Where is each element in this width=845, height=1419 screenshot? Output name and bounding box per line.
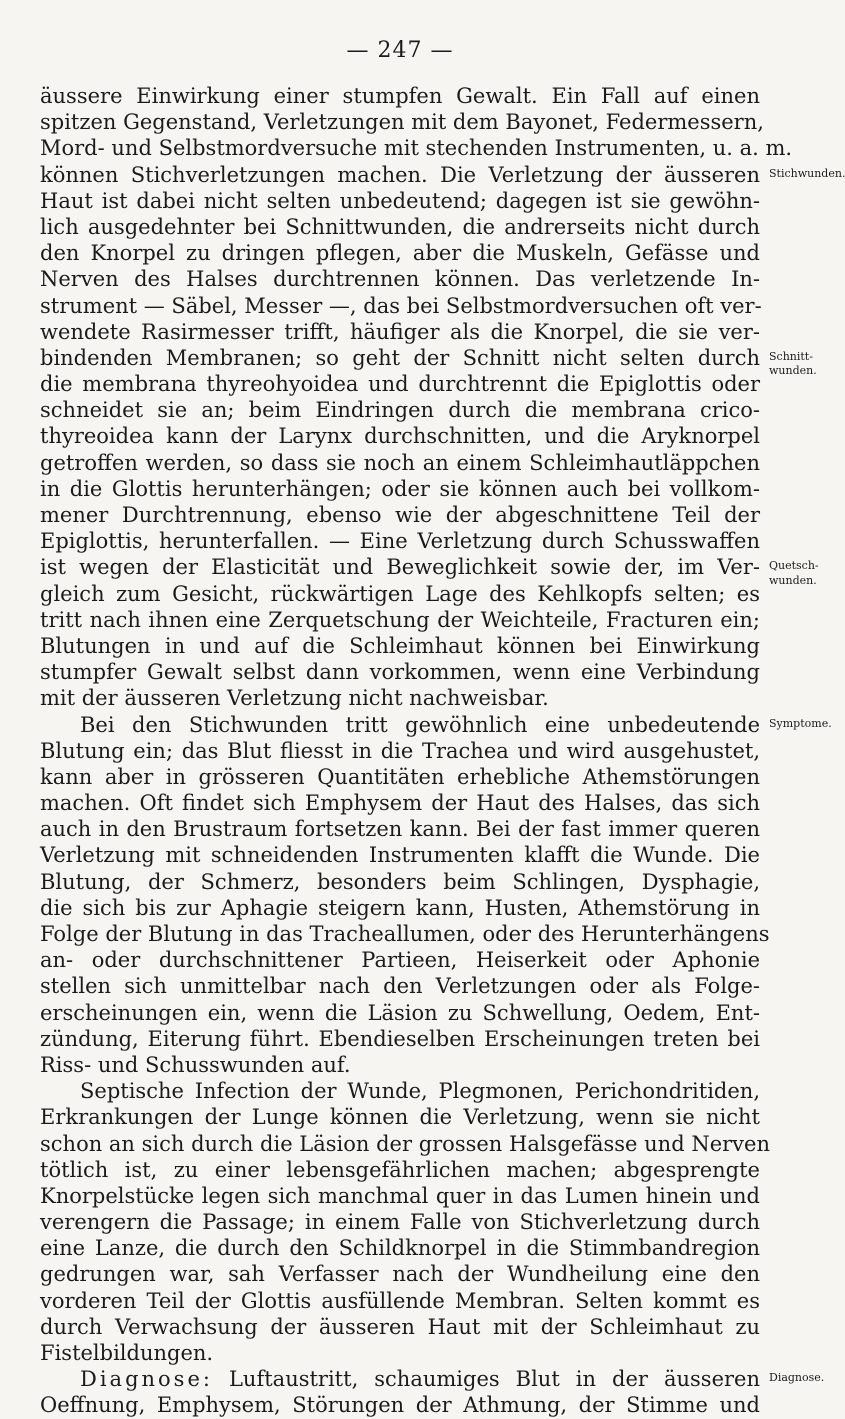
- text-line: machen. Oft findet sich Emphysem der Haut des Halses, das sich: [40, 791, 760, 816]
- text-line: mener Durchtrennung, ebenso wie der abgeschnittene Teil der: [40, 503, 760, 527]
- text-line: Knorpelstücke legen sich manchmal quer in das Lumen hinein und: [40, 1183, 760, 1208]
- page-number: — 247 —: [346, 38, 454, 63]
- text-line: Verletzung mit schneidenden Instrumenten klafft die Wunde. Die: [40, 843, 760, 868]
- text-line: Blutung, der Schmerz, besonders beim Schlingen, Dysphagie,: [40, 869, 760, 894]
- text-line: Bei den Stichwunden tritt gewöhnlich eine unbedeutende: [80, 712, 760, 737]
- text-line: gleich zum Gesicht, rückwärtigen Lage des Kehlkopfs selten; es: [40, 581, 760, 606]
- text-line: äussere Einwirkung einer stumpfen Gewalt. Ein Fall auf einen: [40, 84, 760, 108]
- text-line: Fistelbildungen.: [40, 1341, 214, 1365]
- text-line: vorderen Teil der Glottis ausfüllende Membran. Selten kommt es: [40, 1288, 760, 1313]
- text-line: verengern die Passage; in einem Falle von Stichverletzung durch: [40, 1210, 760, 1235]
- text-line: den Knorpel zu dringen pflegen, aber die Muskeln, Gefässe und: [40, 241, 760, 266]
- text-line-with-note: [40, 712, 832, 738]
- text-line: eine Lanze, die durch den Schildknorpel in die Stimmbandregion: [40, 1236, 760, 1261]
- text-line: Septische Infection der Wunde, Plegmonen, Perichondritiden,: [80, 1079, 760, 1104]
- margin-note-stichwunden: Stichwunden.: [769, 166, 845, 180]
- diagnose-label: Diagnose:: [80, 1367, 213, 1392]
- body-text: [40, 83, 845, 1419]
- text-line: Epiglottis, herunterfallen. — Eine Verletzung durch Schusswaffen: [40, 529, 760, 554]
- text-line: Blutungen in und auf die Schleimhaut können bei Einwirkung: [40, 633, 760, 658]
- text-line: in die Glottis herunterhängen; oder sie können auch bei vollkom-: [40, 476, 760, 501]
- text-line: ist wegen der Elasticität und Beweglichkeit sowie der, im Ver-: [40, 555, 760, 580]
- text-line-with-note: [40, 345, 813, 371]
- text-line: schon an sich durch die Läsion der grossen Halsgefässe und Nerven: [40, 1131, 770, 1156]
- margin-note-schnitt: Schnitt-: [769, 349, 813, 363]
- margin-note-symptome: Symptome.: [769, 716, 832, 730]
- text-line: durch Verwachsung der äusseren Haut mit der Schleimhaut zu: [40, 1314, 760, 1339]
- text-line: erscheinungen ein, wenn die Läsion zu Schwellung, Oedem, Ent-: [40, 1000, 760, 1025]
- text-line-with-note: [40, 162, 845, 188]
- text-line: mit der äusseren Verletzung nicht nachweisbar.: [40, 686, 549, 711]
- text-line: gedrungen war, sah Verfasser nach der Wundheilung eine den: [40, 1262, 760, 1287]
- margin-note-quetsch: Quetsch-: [769, 559, 819, 573]
- text-line: thyreoidea kann der Larynx durchschnitten, und die Aryknorpel: [40, 424, 760, 449]
- text-line: getroffen werden, so dass sie noch an einem Schleimhautläppchen: [40, 450, 760, 475]
- text-line: können Stichverletzungen machen. Die Verletzung der äusseren: [40, 162, 760, 187]
- text-line: bindenden Membranen; so geht der Schnitt nicht selten durch: [40, 345, 760, 370]
- text-line: lich ausgedehnter bei Schnittwunden, die andrerseits nicht durch: [40, 214, 760, 239]
- text-line: Riss- und Schusswunden auf.: [40, 1052, 351, 1077]
- text-line-with-note: [40, 1366, 825, 1392]
- text-line: Luftaustritt, schaumiges Blut in der äusseren: [212, 1367, 760, 1392]
- text-line-with-note: [40, 573, 817, 607]
- text-line: zündung, Eiterung führt. Ebendieselben Erscheinungen treten bei: [40, 1026, 760, 1051]
- text-line: Oeffnung, Emphysem, Störungen der Athmung, der Stimme und: [40, 1393, 760, 1418]
- text-line: an- oder durchschnittener Partieen, Heiserkeit oder Aphonie: [40, 948, 760, 973]
- text-line: die membrana thyreohyoidea und durchtrennt die Epiglottis oder: [40, 372, 760, 397]
- text-line: Nerven des Halses durchtrennen können. Das verletzende In-: [40, 267, 760, 292]
- text-line: kann aber in grösseren Quantitäten erhebliche Athemstörungen: [40, 764, 760, 789]
- text-line: auch in den Brustraum fortsetzen kann. Bei der fast immer queren: [40, 817, 760, 842]
- text-line: tritt nach ihnen eine Zerquetschung der Weichteile, Fracturen ein;: [40, 607, 760, 632]
- margin-note-diagnose: Diagnose.: [769, 1371, 825, 1385]
- text-line: Erkrankungen der Lunge können die Verletzung, wenn sie nicht: [40, 1105, 760, 1130]
- text-line: die sich bis zur Aphagie steigern kann, Husten, Athemstörung in: [40, 895, 760, 920]
- text-line: Mord- und Selbstmordversuche mit stechenden Instrumenten, u. a. m.: [40, 136, 793, 161]
- margin-note-quetsch-wunden: wunden.: [769, 573, 817, 587]
- text-line: wendete Rasirmesser trifft, häufiger als die Knorpel, die sie ver-: [40, 319, 760, 344]
- text-line-with-note: [40, 364, 817, 397]
- text-line: schneidet sie an; beim Eindringen durch die membrana crico-: [40, 398, 760, 423]
- text-line: Folge der Blutung in das Tracheallumen, oder des Herunterhängens: [40, 922, 770, 946]
- text-line: strument — Säbel, Messer —, das bei Selbstmordversuchen oft ver-: [40, 293, 762, 318]
- text-line: Blutung ein; das Blut fliesst in die Trachea und wird ausgehustet,: [40, 738, 760, 763]
- text-line: tötlich ist, zu einer lebensgefährlichen machen; abgesprengte: [40, 1157, 760, 1182]
- text-line: Haut ist dabei nicht selten unbedeutend; dagegen ist sie gewöhn-: [40, 188, 760, 213]
- margin-note-schnitt-wunden: wunden.: [769, 364, 817, 378]
- text-line: stumpfer Gewalt selbst dann vorkommen, wenn eine Verbindung: [40, 660, 760, 685]
- text-line: stellen sich unmittelbar nach den Verletzungen oder als Folge-: [40, 974, 760, 999]
- text-line: spitzen Gegenstand, Verletzungen mit dem Bayonet, Federmessern,: [40, 110, 764, 135]
